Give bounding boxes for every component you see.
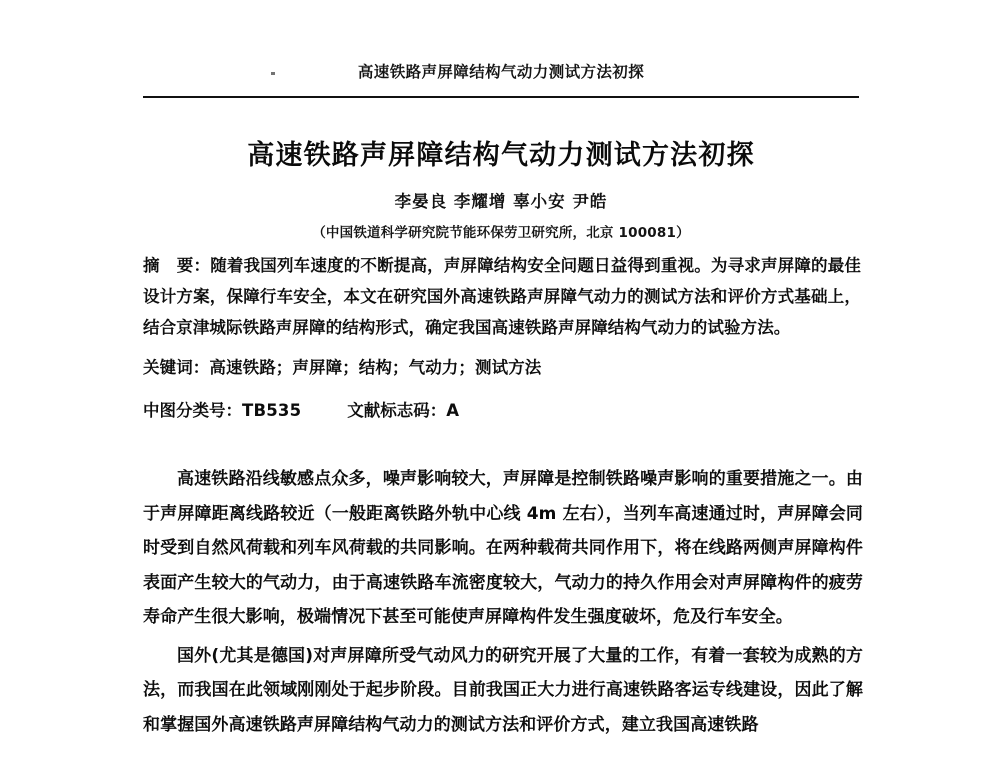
- keywords-label: 关键词：: [143, 358, 210, 377]
- header-divider-rule: [143, 96, 859, 98]
- clc-label: 中图分类号：: [143, 401, 242, 420]
- page-title: 高速铁路声屏障结构气动力测试方法初探: [247, 140, 755, 171]
- author-list: 李晏良 李耀增 辜小安 尹皓: [394, 192, 608, 211]
- abstract-label-char-2: 要：: [176, 256, 211, 275]
- author-affiliation: （中国铁道科学研究院节能环保劳卫研究所，北京 100081）: [312, 225, 690, 241]
- running-header: [143, 60, 859, 100]
- abstract-text: 随着我国列车速度的不断提高，声屏障结构安全问题日益得到重视。为寻求声屏障的最佳设计方案，保障行车安全，本文在研究国外高速铁路声屏障气动力的测试方法和评价方式基础上，结合京津城际铁路声屏障的结构形式，确定我国高速铁路声屏障结构气动力的试验方法。: [143, 256, 862, 337]
- body-paragraph-1: 高速铁路沿线敏感点众多，噪声影响较大，声屏障是控制铁路噪声影响的重要措施之一。由于声屏障距离线路较近（一般距离铁路外轨中心线 4m 左右），当列车高速通过时，声屏障会同时受到自然风荷载和列车风荷载的共同影响。在两种载荷共同作用下，将在线路两侧声屏障构件表面产生较大的气动力，由于高速铁路车流密度较大，气动力的持久作用会对声屏障构件的疲劳寿命产生很大影响，极端情况下甚至可能使声屏障构件发生强度破坏，危及行车安全。: [143, 469, 863, 627]
- abstract-section: [143, 250, 861, 426]
- abstract-label-char-1: 摘: [143, 256, 160, 275]
- classification-line: [143, 396, 861, 426]
- body-paragraph-2: 国外(尤其是德国)对声屏障所受气动风力的研究开展了大量的工作，有着一套较为成熟的方法，而我国在此领域刚刚处于起步阶段。目前我国正大力进行高速铁路客运专线建设，因此了解和掌握国外高速铁路声屏障结构气动力的测试方法和评价方式，建立我国高速铁路: [143, 645, 863, 735]
- running-header-title: 高速铁路声屏障结构气动力测试方法初探: [357, 63, 645, 81]
- keywords-text: 高速铁路；声屏障；结构；气动力；测试方法: [209, 358, 542, 377]
- document-code-label: 文献标志码：: [347, 401, 447, 420]
- abstract-label: [143, 256, 210, 275]
- keywords-line: [143, 353, 861, 383]
- abstract-paragraph: [143, 250, 861, 343]
- body-text: [143, 462, 863, 742]
- document-code-value: A: [446, 401, 460, 420]
- clc-value: TB535: [242, 401, 302, 420]
